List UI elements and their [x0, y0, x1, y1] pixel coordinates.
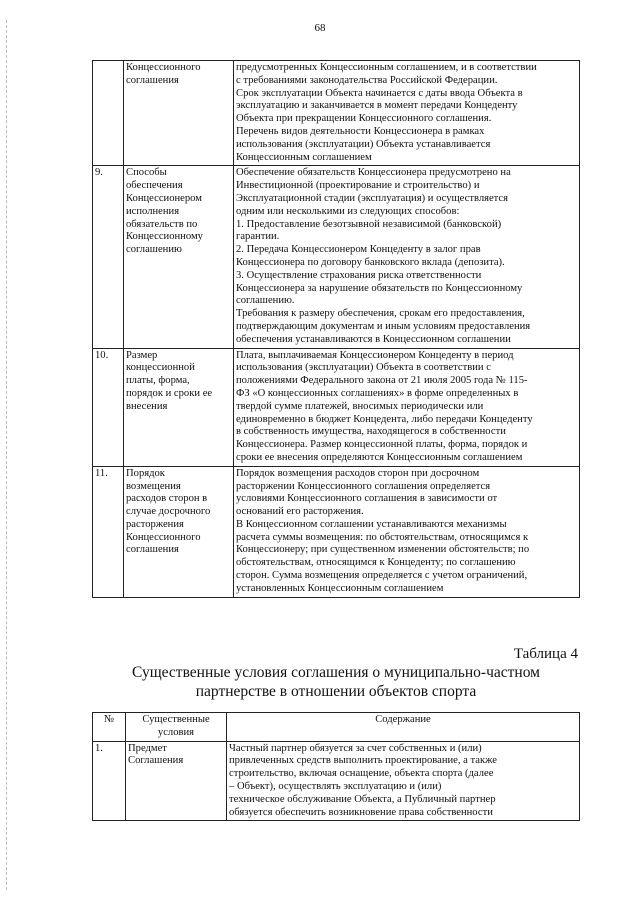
- term-line: обеспечения: [126, 180, 183, 192]
- term-line: расходов сторон в: [126, 493, 208, 505]
- content-line: Перечень видов деятельности Концессионера в рамках: [236, 125, 485, 137]
- term-line: обязательств по: [126, 218, 198, 230]
- content-line: Объекта при прекращении Концессионного соглашения.: [236, 113, 492, 125]
- content-line: Срок эксплуатации Объекта начинается с даты ввода Объекта в: [236, 87, 523, 99]
- table-header-row: [93, 713, 580, 742]
- term-line: соглашения: [126, 544, 179, 556]
- table-title: [92, 663, 580, 701]
- concession-terms-table: [92, 60, 580, 598]
- term-line: Концессионного: [126, 531, 201, 543]
- row-content: [234, 166, 580, 348]
- content-line: единовременно в бюджет Концедента, либо передачи Концеденту: [236, 413, 533, 425]
- content-line: 2. Передача Концессионером Концеденту в залог прав: [236, 244, 481, 256]
- content-line: – Объект), осуществлять эксплуатацию и (или): [229, 780, 442, 792]
- term-line: возмещения: [126, 480, 181, 492]
- content-line: условиями Концессионного соглашения в зависимости от: [236, 493, 498, 505]
- header-term-line: условия: [157, 726, 195, 738]
- row-number: 11.: [93, 466, 124, 597]
- content-line: строительство, включая оснащение, объекта спорта (далее: [229, 768, 494, 780]
- term-line: Концессионером: [126, 192, 202, 204]
- content-line: 3. Осуществление страхования риска ответственности: [236, 269, 482, 281]
- content-line: Инвестиционной (проектирование и строительство) и: [236, 180, 480, 192]
- term-line: порядок и сроки ее: [126, 387, 213, 399]
- content-line: в собственность имущества, находящегося в собственности: [236, 426, 506, 438]
- content-line: установленных Концессионным соглашением: [236, 582, 444, 594]
- content-line: сторон. Сумма возмещения определяется с учетом ограничений,: [236, 570, 528, 582]
- row-term: [124, 348, 234, 466]
- row-content: [227, 741, 580, 821]
- table-row: [93, 61, 580, 166]
- content-line: использования (эксплуатации) Объекта в соответствии с: [236, 362, 491, 374]
- table-caption: Таблица 4: [513, 646, 578, 662]
- row-number: 9.: [93, 166, 124, 348]
- term-line: Предмет: [128, 742, 167, 754]
- term-line: Соглашения: [128, 755, 184, 767]
- row-term: [126, 741, 227, 821]
- term-line: концессионной: [126, 362, 195, 374]
- content-line: предусмотренных Концессионным соглашением, и в соответствии: [236, 62, 537, 73]
- scan-margin-line: [6, 20, 7, 890]
- row-content: [234, 466, 580, 597]
- content-line: Концессионера по договору банковского вклада (депозита).: [236, 256, 505, 268]
- page-number: 68: [314, 22, 326, 34]
- table-row: [93, 466, 580, 597]
- content-line: техническое обслуживание Объекта, а Публичный партнер: [229, 793, 496, 805]
- content-line: Обеспечение обязательств Концессионера предусмотрено на: [236, 167, 511, 179]
- content-line: обеспечения устанавливаются в Концессионном соглашении: [236, 333, 511, 345]
- content-line: оснований его расторжения.: [236, 506, 364, 518]
- header-term: [126, 713, 227, 742]
- table-row: [93, 348, 580, 466]
- term-line: Концессионному: [126, 231, 203, 243]
- content-line: расторжении Концессионного соглашения определяется: [236, 480, 491, 492]
- content-line: привлеченных средств выполнить проектирование, а также: [229, 755, 498, 767]
- content-line: Плата, выплачиваемая Концессионером Концеденту в период: [236, 349, 514, 361]
- table-row: [93, 166, 580, 348]
- header-num: №: [93, 713, 126, 742]
- content-line: положениями Федерального закона от 21 июля 2005 года № 115-: [236, 375, 528, 387]
- term-line: Способы: [126, 167, 167, 179]
- content-line: гарантии.: [236, 231, 280, 243]
- term-line: соглашения: [126, 74, 179, 86]
- content-line: Частный партнер обязуется за счет собственных и (или): [229, 742, 482, 754]
- content-line: Концессионеру; при существенном изменении обстоятельств; по: [236, 544, 530, 556]
- content-line: обстоятельствам, относящимся к Концеденту; по соглашению: [236, 557, 516, 569]
- term-line: внесения: [126, 400, 168, 412]
- content-line: Порядок возмещения расходов сторон при досрочном: [236, 467, 480, 479]
- row-term: [124, 166, 234, 348]
- term-line: Порядок: [126, 467, 165, 479]
- row-term: [124, 466, 234, 597]
- content-line: Концессионера. Размер концессионной платы, форма, порядок и: [236, 439, 528, 451]
- content-line: В Концессионном соглашении устанавливаются механизмы: [236, 518, 507, 530]
- content-line: Концессионера за нарушение обязательств по Концессионному: [236, 282, 523, 294]
- term-line: соглашению: [126, 244, 182, 256]
- term-line: платы, форма,: [126, 375, 190, 387]
- content-line: одним или несколькими из следующих способов:: [236, 205, 460, 217]
- content-line: подтверждающим документам и иным условиям предоставления: [236, 320, 531, 332]
- content-line: Концессионным соглашением: [236, 151, 372, 163]
- term-line: исполнения: [126, 205, 180, 217]
- term-line: Размер: [126, 349, 158, 361]
- row-number: 10.: [93, 348, 124, 466]
- term-line: случае досрочного: [126, 506, 211, 518]
- row-number: 1.: [93, 741, 126, 821]
- sport-ppp-terms-table: [92, 712, 580, 821]
- content-line: эксплуатацию и заканчивается в момент передачи Концеденту: [236, 100, 518, 112]
- content-line: сроки ее внесения определяются Концессионным соглашением: [236, 451, 523, 463]
- content-line: расчета суммы возмещения: по обстоятельствам, относящимся к: [236, 531, 529, 543]
- row-content: [234, 348, 580, 466]
- content-line: 1. Предоставление безотзывной независимой (банковской): [236, 218, 502, 230]
- table-row: [93, 741, 580, 821]
- content-line: твердой сумме платежей, вносимых периодически или: [236, 400, 484, 412]
- content-line: Требования к размеру обеспечения, срокам его предоставления,: [236, 308, 525, 320]
- term-line: Концессионного: [126, 62, 201, 73]
- table-title-line: Существенные условия соглашения о муниципально-частном: [132, 664, 540, 681]
- header-term-line: Существенные: [142, 714, 210, 725]
- content-line: использования (эксплуатации) Объекта устанавливается: [236, 138, 491, 150]
- content-line: Эксплуатационной стадии (эксплуатация) и осуществляется: [236, 192, 509, 204]
- row-content: [234, 61, 580, 166]
- content-line: ФЗ «О концессионных соглашениях» в форме определенных в: [236, 387, 519, 399]
- term-line: расторжения: [126, 518, 184, 530]
- content-line: соглашению.: [236, 295, 295, 307]
- header-content: Содержание: [227, 713, 580, 742]
- table-title-line: партнерстве в отношении объектов спорта: [195, 683, 477, 700]
- content-line: с требованиями законодательства Российской Федерации.: [236, 74, 498, 86]
- row-number: [93, 61, 124, 166]
- row-term: [124, 61, 234, 166]
- content-line: обязуется обеспечить возникновение права собственности: [229, 806, 493, 818]
